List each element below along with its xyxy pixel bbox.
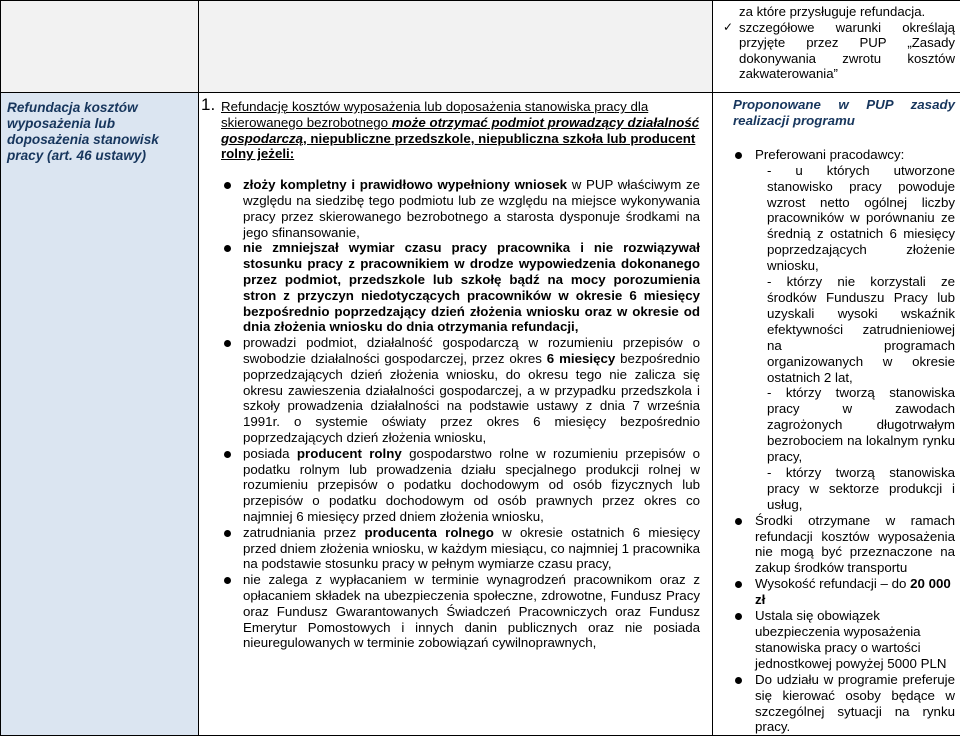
right-cell <box>713 93 960 736</box>
intro-paragraph <box>221 99 700 162</box>
sub-item: - którzy tworzą stanowiska pracy w sektorze produkcji i usług, <box>755 465 955 513</box>
condition-text: posiada <box>243 446 297 461</box>
intro-plain: Refundację kosztów wyposażenia lub doposażenia stanowiska pracy dla skierowanego bezrobotnego <box>221 99 648 130</box>
bullet-icon <box>224 577 231 584</box>
condition-item <box>221 335 700 446</box>
bullet-icon <box>224 530 231 537</box>
bullet-icon <box>224 451 231 458</box>
bullet-icon <box>735 152 742 159</box>
empty-cell-top-middle <box>199 1 713 93</box>
rule-item <box>733 672 955 736</box>
bullet-icon <box>224 245 231 252</box>
left-cell <box>1 93 199 736</box>
condition-text: w PUP właściwym ze względu na siedzibę tego podmiotu lub ze względu na miejsce wykonywania pracy przez skierowanego bezrobotnego a starosta dysponuje środkami na jego sfinansowanie, <box>243 177 700 239</box>
condition-text: prowadzi podmiot, działalność gospodarczą w rozumieniu przepisów o swobodzie działalności gospodarczej, przez okres <box>243 335 700 366</box>
bullet-icon <box>735 613 742 620</box>
rule-text: Środki otrzymane w ramach refundacji kosztów wyposażenia nie mogą być przeznaczone na zakup środków transportu <box>755 513 955 576</box>
checkmark-icon: ✓ <box>723 20 733 36</box>
section-heading: Refundacja kosztów wyposażenia lub doposażenia stanowisk pracy (art. 46 ustawy) <box>1 93 198 164</box>
middle-cell <box>199 93 713 736</box>
bullet-icon <box>224 340 231 347</box>
empty-cell-top-left <box>1 1 199 93</box>
bullet-icon <box>224 182 231 189</box>
intro-bold: , niepubliczne przedszkole, niepubliczna szkoła lub producent rolny jeżeli: <box>221 131 695 162</box>
item-number: 1. <box>201 97 215 113</box>
rule-text: Preferowani pracodawcy: <box>755 147 904 162</box>
sub-item: - którzy tworzą stanowiska pracy w zawodach zagrożonych długotrwałym bezrobociem na lokalnym rynku pracy, <box>755 385 955 465</box>
rule-text: Do udziału w programie preferuje się kierować osoby będące w szczególnej sytuacji na rynku pracy. <box>755 672 955 735</box>
rule-item <box>733 513 955 577</box>
continuation-text: za które przysługuje refundacja. <box>739 4 955 20</box>
sub-item: - którzy nie korzystali ze środków Funduszu Pracy lub uzyskali wysoki wskaźnik efektywności zatrudnieniowej na programach organizowanych w okresie ostatnich 2 lat, <box>755 274 955 385</box>
condition-text: zatrudniania przez <box>243 525 364 540</box>
rule-text: Wysokość refundacji – do <box>755 576 910 591</box>
bullet-icon <box>735 518 742 525</box>
rule-bold: 20 000 zł <box>755 576 951 607</box>
rule-text: Ustala się obowiązek ubezpieczenia wyposażenia stanowiska pracy o wartości jednostkowej powyżej 5000 PLN <box>755 608 946 671</box>
condition-bold: nie zmniejszał wymiar czasu pracy pracownika i nie rozwiązywał stosunku pracy z pracownikiem w drodze wypowiedzenia dokonanego przez podmiot, przedszkole lub szkołę bądź na mocy porozumienia stron z przyczyn niedotyczących pracowników w okresie 6 miesięcy bezpośrednio poprzedzający dzień złożenia wniosku oraz w okresie od dnia złożenia wniosku do dnia otrzymania refundacji, <box>243 240 700 334</box>
bullet-icon <box>735 581 742 588</box>
rule-item <box>733 147 955 513</box>
condition-item <box>221 446 700 525</box>
sub-item: - u których utworzone stanowisko pracy powoduje wzrost netto ogólnej liczby pracowników w porównaniu ze średnią z ostatnich 6 miesięcy poprzedzających złożenie wniosku, <box>755 163 955 274</box>
top-right-cell <box>713 1 960 93</box>
bullet-icon <box>735 677 742 684</box>
condition-item <box>221 525 700 572</box>
condition-item <box>221 177 700 240</box>
condition-text: w okresie ostatnich 6 miesięcy przed dniem złożenia wniosku, w każdym miesiącu, co najmniej 1 pracownika na podstawie stosunku pracy w pełnym wymiarze czasu pracy, <box>243 525 700 572</box>
condition-bold: producenta rolnego <box>364 525 493 540</box>
condition-bold: złoży kompletny i prawidłowo wypełniony wniosek <box>243 177 567 192</box>
condition-text: gospodarstwo rolne w rozumieniu przepisów o podatku rolnym lub prowadzenia działu specjalnego produkcji rolnej w rozumieniu przepisów o podatku dochodowym od osób fizycznych lub przepisów o podatku dochodowym od osób prawnych przez okres co najmniej 6 miesięcy przed dniem złożenia wniosku, <box>243 446 700 524</box>
rules-heading-line2: realizacji programu <box>733 113 955 129</box>
rules-heading: Proponowane w PUP zasady <box>733 97 955 113</box>
rule-item <box>733 576 955 608</box>
condition-item <box>221 240 700 335</box>
condition-text: nie zalega z wypłacaniem w terminie wynagrodzeń pracownikom oraz z opłacaniem składek na ubezpieczenia społeczne, zdrowotne, Fundusz Pracy oraz Fundusz Gwarantowanych Świadczeń Pracowniczych oraz Fundusz Emerytur Pomostowych i innych danin publicznych oraz nie posiada nieuregulowanych w terminie zobowiązań cywilnoprawnych, <box>243 572 700 650</box>
condition-item <box>221 572 700 651</box>
condition-bold: 6 miesięcy <box>547 351 615 366</box>
list-item-text: szczegółowe warunki określają przyjęte przez PUP „Zasady dokonywania zwrotu kosztów zakwaterowania” <box>739 20 955 82</box>
list-item <box>739 20 955 82</box>
intro-emphasis: może otrzymać podmiot prowadzący działalność gospodarczą <box>221 115 699 146</box>
condition-bold: producent rolny <box>297 446 402 461</box>
condition-text: bezpośrednio poprzedzających dzień złożenia wniosku, do okresu tego nie zalicza się okresu zawieszenia działalności gospodarczej, a w przypadku przedszkola i szkoły prowadzenia działalności na podstawie ustawy z dnia 7 września 1991r. o systemie oświaty przez okres 6 miesięcy bezpośrednio poprzedzających dzień złożenia wniosku, <box>243 351 700 445</box>
